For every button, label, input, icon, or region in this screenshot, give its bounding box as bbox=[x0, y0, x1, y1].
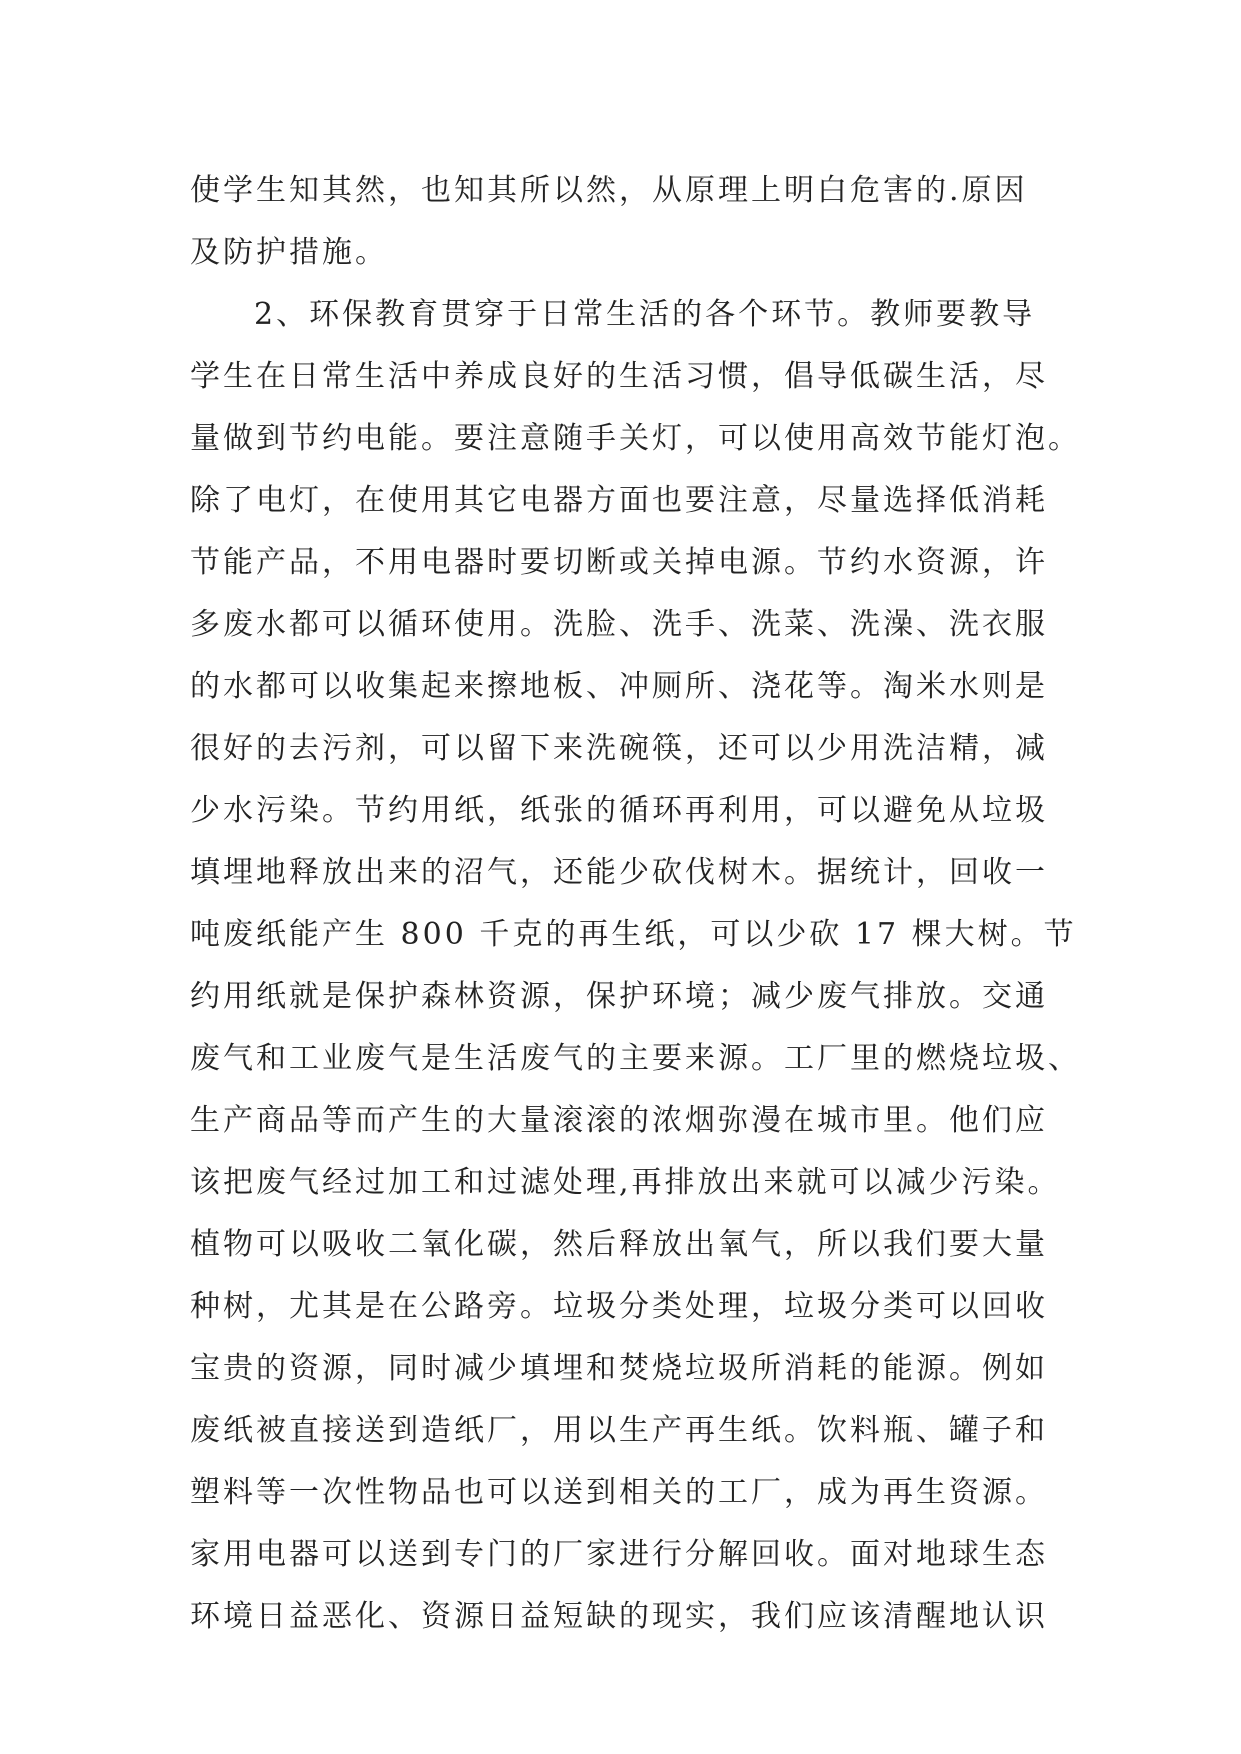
text-line-3: 2、环保教育贯穿于日常生活的各个环节。教师要教导 bbox=[254, 297, 1036, 332]
text-line-10: 很好的去污剂，可以留下来洗碗筷，还可以少用洗洁精，减 bbox=[190, 731, 1048, 766]
text-line-2: 及防护措施。 bbox=[190, 235, 388, 270]
text-line-5: 量做到节约电能。要注意随手关灯，可以使用高效节能灯泡。 bbox=[190, 421, 1081, 456]
text-line-15: 废气和工业废气是生活废气的主要来源。工厂里的燃烧垃圾、 bbox=[190, 1041, 1081, 1076]
text-line-9: 的水都可以收集起来擦地板、冲厕所、浇花等。淘米水则是 bbox=[190, 669, 1048, 704]
text-line-12: 填埋地释放出来的沼气，还能少砍伐树木。据统计，回收一 bbox=[190, 855, 1048, 890]
text-line-18: 植物可以吸收二氧化碳，然后释放出氧气，所以我们要大量 bbox=[190, 1227, 1048, 1262]
text-line-21: 废纸被直接送到造纸厂，用以生产再生纸。饮料瓶、罐子和 bbox=[190, 1413, 1048, 1448]
text-line-14: 约用纸就是保护森林资源，保护环境；减少废气排放。交通 bbox=[190, 979, 1048, 1014]
text-line-7: 节能产品，不用电器时要切断或关掉电源。节约水资源，许 bbox=[190, 545, 1048, 580]
text-line-17: 该把废气经过加工和过滤处理,再排放出来就可以减少污染。 bbox=[190, 1165, 1061, 1200]
text-line-11: 少水污染。节约用纸，纸张的循环再利用，可以避免从垃圾 bbox=[190, 793, 1048, 828]
text-line-13: 吨废纸能产生 800 千克的再生纸，可以少砍 17 棵大树。节 bbox=[190, 917, 1077, 952]
text-line-16: 生产商品等而产生的大量滚滚的浓烟弥漫在城市里。他们应 bbox=[190, 1103, 1048, 1138]
text-line-20: 宝贵的资源，同时减少填埋和焚烧垃圾所消耗的能源。例如 bbox=[190, 1351, 1048, 1386]
text-line-23: 家用电器可以送到专门的厂家进行分解回收。面对地球生态 bbox=[190, 1537, 1048, 1572]
text-line-24: 环境日益恶化、资源日益短缺的现实，我们应该清醒地认识 bbox=[190, 1599, 1048, 1634]
text-line-6: 除了电灯，在使用其它电器方面也要注意，尽量选择低消耗 bbox=[190, 483, 1048, 518]
document-body bbox=[190, 160, 1081, 1648]
text-line-22: 塑料等一次性物品也可以送到相关的工厂，成为再生资源。 bbox=[190, 1475, 1048, 1510]
text-line-8: 多废水都可以循环使用。洗脸、洗手、洗菜、洗澡、洗衣服 bbox=[190, 607, 1048, 642]
text-line-1: 使学生知其然，也知其所以然，从原理上明白危害的.原因 bbox=[190, 173, 1028, 208]
text-line-4: 学生在日常生活中养成良好的生活习惯，倡导低碳生活，尽 bbox=[190, 359, 1048, 394]
text-line-19: 种树，尤其是在公路旁。垃圾分类处理，垃圾分类可以回收 bbox=[190, 1289, 1048, 1324]
